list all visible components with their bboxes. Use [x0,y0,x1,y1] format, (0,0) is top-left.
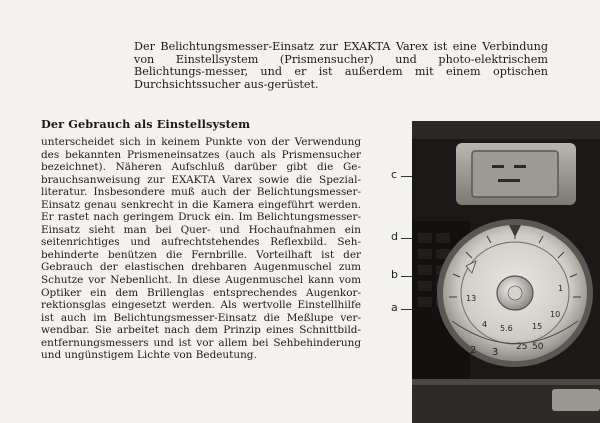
dial-number: 50 [532,342,544,352]
camera-photo-illustration [412,121,600,423]
dial-number: 4 [482,320,488,329]
dial-number: 10 [550,310,561,319]
dial-number: 25 [516,342,528,352]
window-mark-bottom [498,179,520,182]
dial-number: 5.6 [500,324,513,333]
window-mark-left [492,165,504,168]
dial-number: 13 [466,294,477,303]
section-body-text: unterscheidet sich in keinem Punkte von der Verwendung des bekannten Prismeneinsatzes (auch als Prismensucher bezeichnet). Näheren Aufschluß darüber gibt die Ge-brauchsanweisung zur EXAKTA Varex sowie die Spezial-literatur. Insbesondere muß auch der Belichtungsmesser-Einsatz genau senkrecht in die Kamera eingeführt werden. Er rastet nach geringem Druck ein. Im Belichtungsmesser-Einsatz sieht man bei Quer- und Hochaufnahmen ein seitenrichtiges und aufrechtstehendes Reflexbild. Seh-behinderte benützen die Fernbrille. Vorteilhaft ist der Gebrauch der elastischen drehbaren Augenmuschel zum Schutze vor Nebenlicht. In diese Augenmuschel kann vom Optiker ein dem Brillenglas entsprechendes Augenkor-rektionsglas eingesetzt werden. Als wertvolle Einstellhilfe ist auch im Belichtungsmesser-Einsatz die Meßlupe ver-wendbar. Sie arbeitet nach dem Prinzip eines Schnittbild-entfernungsmessers und ist vor allem bei Sehbehinderung und ungünstigem Lichte von Bedeutung. [41,136,361,362]
callout-b-label: b [391,268,398,281]
camera-top-edge [412,121,600,139]
callout-c-label: c [391,168,398,181]
intro-text: Der Belichtungsmesser-Einsatz zur EXAKTA Varex ist eine Verbindung von Einstellsystem (Prismensucher) und photo-elektrischem Belichtungs-messer, und er ist außerdem mit einem optischen Durchsichtssucher aus-gerüstet. [134,40,548,91]
camera-photo [412,121,600,423]
viewfinder-window [472,151,558,197]
dial-number: 3 [492,347,499,358]
dial-center-cap [508,286,522,300]
camera-lower-edge [412,379,600,385]
dial-number: 15 [532,322,543,331]
section-body [41,136,361,362]
callout-d-label: d [391,230,398,243]
section-heading: Der Gebrauch als Einstellsystem [41,117,251,131]
intro-paragraph [134,41,548,91]
dial-number: 1 [558,284,564,293]
callout-a-label: a [391,301,398,314]
dial-number: 2 [470,345,477,356]
window-mark-right [514,165,526,168]
camera-chrome-part [552,389,600,411]
